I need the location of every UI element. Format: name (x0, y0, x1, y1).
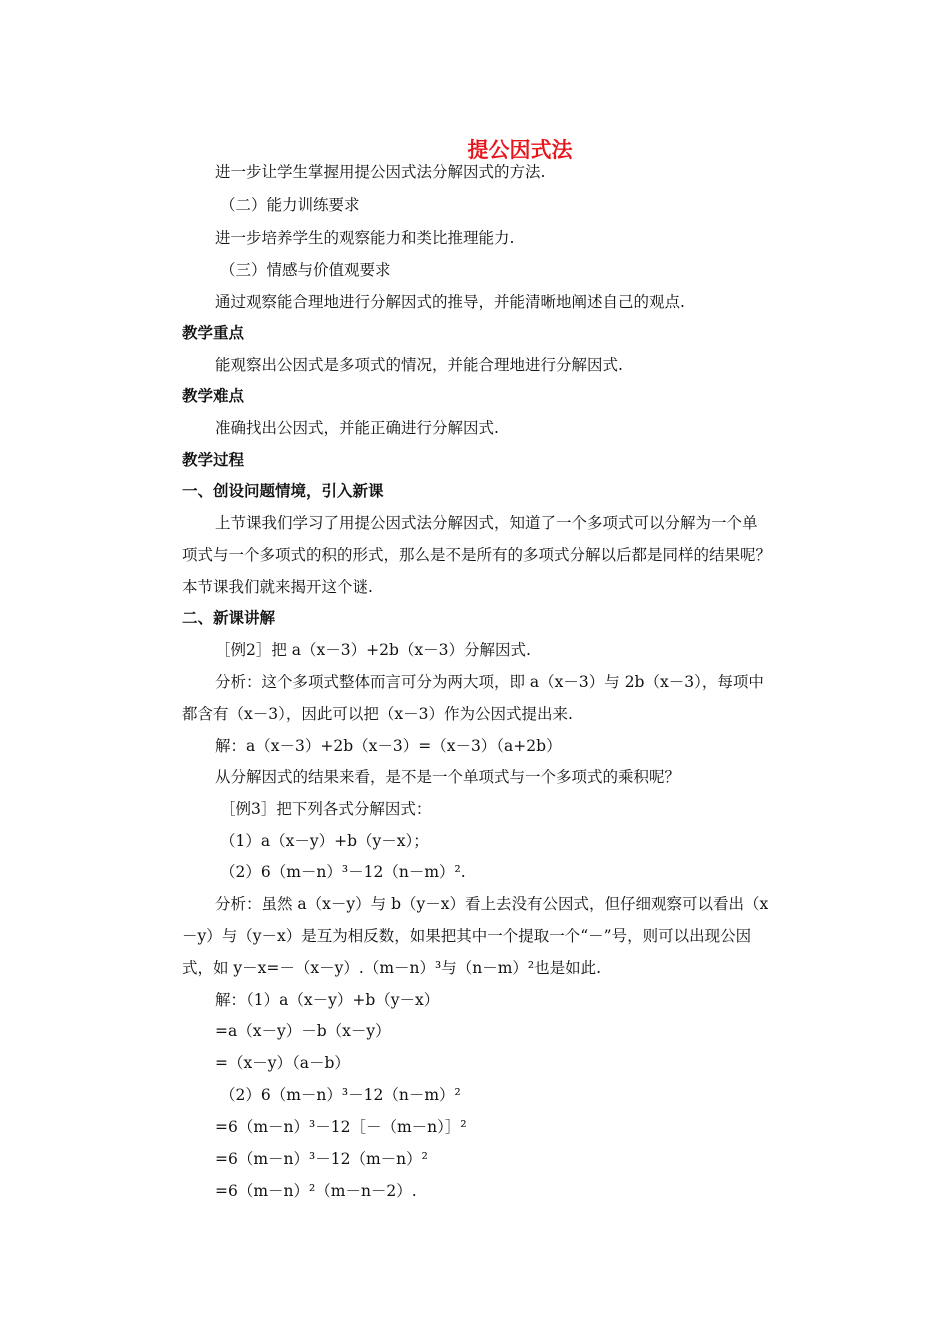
solution-2-step-2: =a（x－y）－b（x－y） (215, 1022, 391, 1040)
solution-2-step-3: =（x－y）（a－b） (215, 1054, 350, 1072)
heading-difficulty: 教学难点 (182, 387, 245, 405)
question-line: 从分解因式的结果来看，是不是一个单项式与一个多项式的乘积呢？ (215, 768, 681, 786)
solution-2-step-4: （2）6（m－n）³－12（n－m）² (220, 1086, 461, 1104)
section-emotion: （三）情感与价值观要求 (220, 261, 391, 279)
analysis-2-line-3: 式，如 y－x=－（x－y）.（m－n）³与（n－m）²也是如此. (182, 959, 602, 977)
intro-paragraph-line-2: 项式与一个多项式的积的形式，那么是不是所有的多项式分解以后都是同样的结果呢？ (182, 546, 772, 564)
heading-part-two: 二、新课讲解 (182, 609, 276, 627)
analysis-1-line-2: 都含有（x－3），因此可以把（x－3）作为公因式提出来. (182, 705, 573, 723)
heading-key-point: 教学重点 (182, 324, 245, 342)
analysis-1-line-1: 分析：这个多项式整体而言可分为两大项，即 a（x－3）与 2b（x－3），每项中 (215, 673, 764, 691)
ability-line: 进一步培养学生的观察能力和类比推理能力. (215, 229, 515, 247)
objective-line: 进一步让学生掌握用提公因式法分解因式的方法. (215, 163, 546, 181)
intro-paragraph-line-3: 本节课我们就来揭开这个谜. (182, 578, 373, 596)
section-ability: （二）能力训练要求 (220, 196, 360, 214)
emotion-line: 通过观察能合理地进行分解因式的推导，并能清晰地阐述自己的观点. (215, 293, 685, 311)
example-2: ［例2］把 a（x－3）+2b（x－3）分解因式. (215, 641, 531, 659)
heading-part-one: 一、创设问题情境，引入新课 (182, 482, 384, 500)
solution-2-step-1: 解：（1）a（x－y）+b（y－x） (215, 991, 440, 1009)
intro-paragraph-line-1: 上节课我们学习了用提公因式法分解因式，知道了一个多项式可以分解为一个单 (215, 514, 758, 532)
solution-1: 解：a（x－3）+2b（x－3）=（x－3）（a+2b） (215, 737, 562, 755)
example-3: ［例3］把下列各式分解因式： (220, 800, 432, 818)
heading-process: 教学过程 (182, 451, 245, 469)
analysis-2-line-1: 分析：虽然 a（x－y）与 b（y－x）看上去没有公因式，但仔细观察可以看出（x (215, 895, 769, 913)
analysis-2-line-2: －y）与（y－x）是互为相反数，如果把其中一个提取一个“－”号，则可以出现公因 (182, 927, 752, 945)
key-point-line: 能观察出公因式是多项式的情况，并能合理地进行分解因式. (215, 356, 623, 374)
difficulty-line: 准确找出公因式，并能正确进行分解因式. (215, 419, 499, 437)
example-3-item-2: （2）6（m－n）³－12（n－m）². (220, 863, 466, 881)
solution-2-step-7: =6（m－n）²（m－n－2）. (215, 1182, 417, 1200)
solution-2-step-6: =6（m－n）³－12（m－n）² (215, 1150, 428, 1168)
example-3-item-1: （1）a（x－y）+b（y－x）； (220, 832, 429, 850)
solution-2-step-5: =6（m－n）³－12［－（m－n）］² (215, 1118, 467, 1136)
document-title: 提公因式法 (467, 138, 573, 162)
